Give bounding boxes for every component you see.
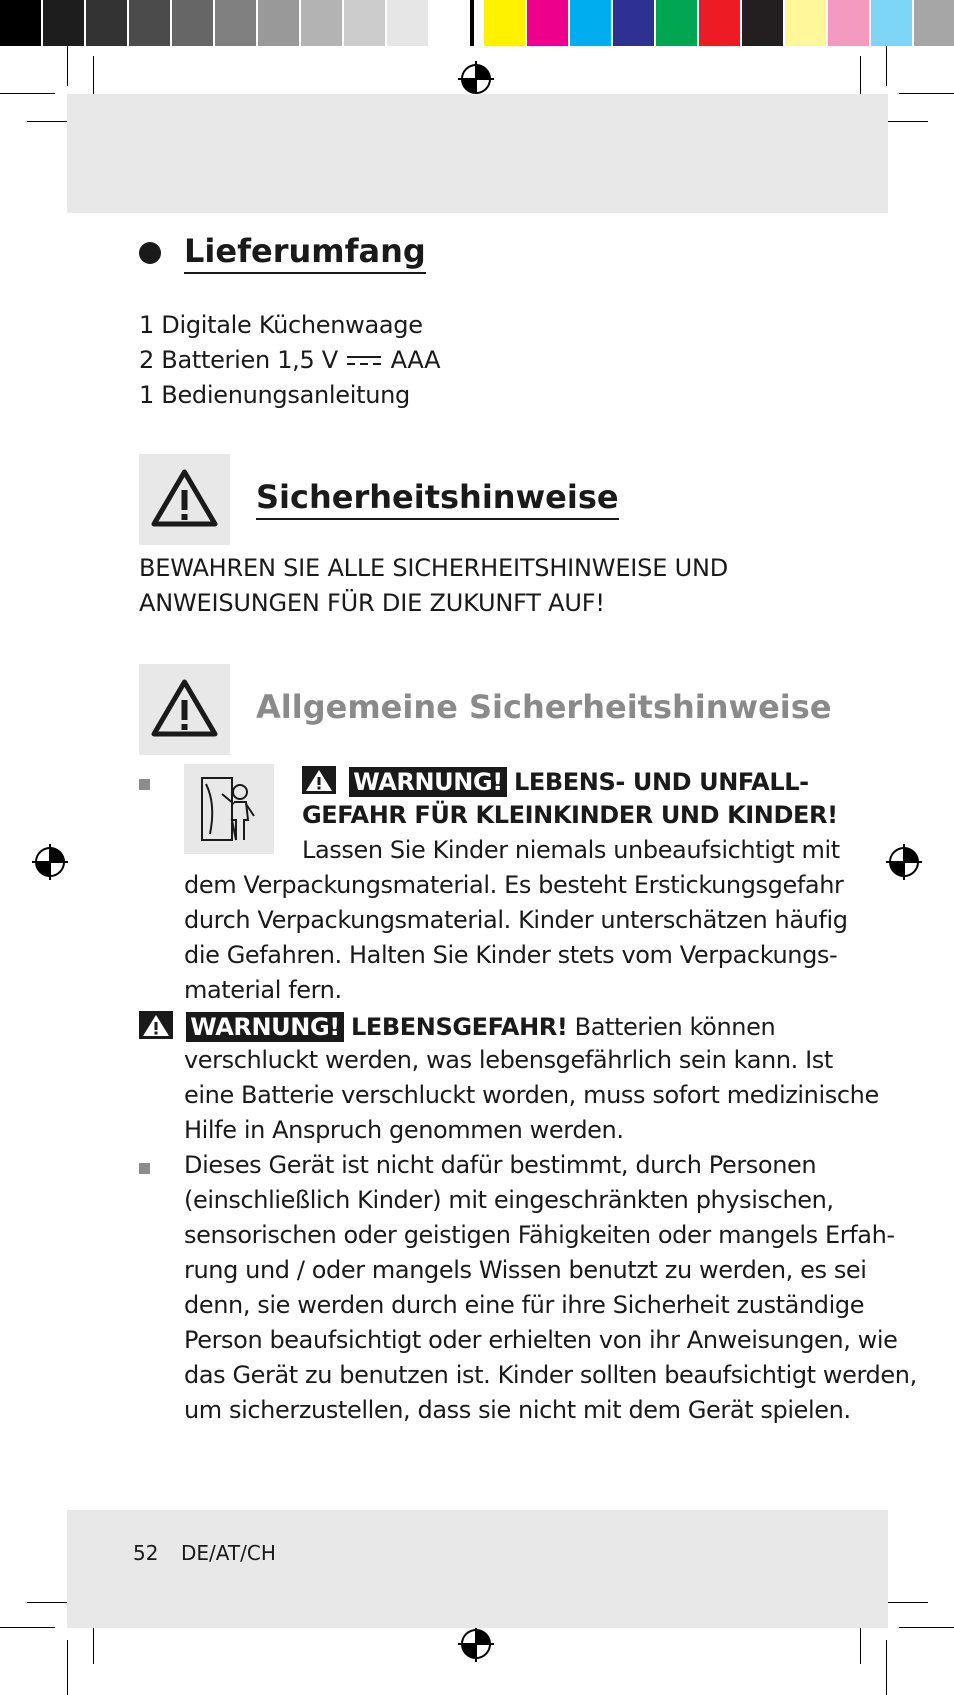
color-bar-separator bbox=[470, 0, 474, 46]
crop-mark bbox=[0, 1627, 55, 1628]
warning-triangle-icon bbox=[302, 766, 336, 794]
color-swatch bbox=[484, 0, 527, 46]
crop-mark bbox=[0, 93, 55, 94]
footer-band bbox=[67, 1510, 888, 1628]
color-swatch bbox=[387, 0, 430, 46]
color-swatch bbox=[828, 0, 871, 46]
color-swatch bbox=[871, 0, 914, 46]
registration-mark-icon bbox=[886, 844, 922, 880]
body-text-line: Lassen Sie Kinder niemals unbeaufsichtigt mit bbox=[302, 836, 840, 864]
warning-label: WARNUNG! bbox=[349, 767, 507, 797]
section-title-lieferumfang: Lieferumfang bbox=[184, 232, 426, 274]
list-item: 1 Digitale Küchenwaage bbox=[139, 311, 423, 339]
list-bullet-icon bbox=[139, 1163, 150, 1174]
warning-heading-text: GEFAHR FÜR KLEINKINDER UND KINDER! bbox=[302, 801, 838, 829]
color-swatch bbox=[301, 0, 344, 46]
body-text-line: sensorischen oder geistigen Fähigkeiten oder mangels Erfah- bbox=[184, 1221, 895, 1249]
body-text-line: Person beaufsichtigt oder erhielten von ihr Anweisungen, wie bbox=[184, 1326, 898, 1354]
warning-triangle-icon bbox=[139, 454, 230, 545]
crop-mark bbox=[67, 46, 68, 86]
section-bullet-icon bbox=[139, 242, 161, 264]
color-swatch bbox=[258, 0, 301, 46]
list-item-text: 2 Batterien 1,5 V bbox=[139, 346, 338, 374]
color-swatch bbox=[215, 0, 258, 46]
crop-mark bbox=[67, 1640, 68, 1695]
crop-mark bbox=[899, 93, 954, 94]
child-packaging-icon bbox=[184, 764, 274, 854]
warning-triangle-icon bbox=[139, 1011, 173, 1039]
color-swatch bbox=[914, 0, 954, 46]
crop-mark bbox=[27, 121, 67, 122]
notice-text: BEWAHREN SIE ALLE SICHERHEITSHINWEISE UND bbox=[139, 554, 729, 582]
crop-mark bbox=[888, 1602, 928, 1603]
header-band bbox=[67, 94, 888, 213]
color-swatch bbox=[785, 0, 828, 46]
region-code: DE/AT/CH bbox=[181, 1541, 276, 1565]
body-text-line: um sicherzustellen, dass sie nicht mit dem Gerät spielen. bbox=[184, 1396, 851, 1424]
notice-text: ANWEISUNGEN FÜR DIE ZUKUNFT AUF! bbox=[139, 589, 605, 617]
body-text-line: Hilfe in Anspruch genommen werden. bbox=[184, 1116, 624, 1144]
section-title-sicherheitshinweise: Sicherheitshinweise bbox=[256, 478, 619, 520]
color-swatch bbox=[172, 0, 215, 46]
crop-mark bbox=[888, 121, 928, 122]
warning-heading bbox=[302, 766, 809, 797]
warning-icon-box bbox=[139, 664, 230, 755]
color-swatch bbox=[129, 0, 172, 46]
warning-triangle-icon bbox=[139, 664, 230, 755]
registration-mark-icon bbox=[458, 61, 494, 97]
body-text-line: material fern. bbox=[184, 976, 342, 1004]
grayscale-calibration-bar bbox=[0, 0, 473, 46]
crop-mark bbox=[899, 1627, 954, 1628]
body-text-line: dem Verpackungsmaterial. Es besteht Erstickungsgefahr bbox=[184, 871, 844, 899]
color-swatch bbox=[344, 0, 387, 46]
list-bullet-icon bbox=[139, 779, 150, 790]
body-text-line: Dieses Gerät ist nicht dafür bestimmt, durch Personen bbox=[184, 1151, 817, 1179]
page-number: 52 bbox=[133, 1541, 159, 1565]
crop-mark bbox=[27, 1602, 67, 1603]
color-swatch bbox=[613, 0, 656, 46]
color-swatch bbox=[656, 0, 699, 46]
body-text-line: eine Batterie verschluckt worden, muss sofort medizinische bbox=[184, 1081, 879, 1109]
body-text-line: verschluckt werden, was lebensgefährlich sein kann. Ist bbox=[184, 1046, 833, 1074]
color-swatch bbox=[742, 0, 785, 46]
subsection-title: Allgemeine Sicherheitshinweise bbox=[256, 688, 832, 726]
color-swatch bbox=[527, 0, 570, 46]
color-swatch bbox=[0, 0, 43, 46]
color-swatch bbox=[570, 0, 613, 46]
body-text-line: die Gefahren. Halten Sie Kinder stets vom Verpackungs- bbox=[184, 941, 838, 969]
color-swatch bbox=[430, 0, 473, 46]
list-item bbox=[139, 346, 440, 374]
child-warning-icon-box bbox=[184, 764, 274, 854]
warning-heading-text: LEBENSGEFAHR! bbox=[351, 1013, 568, 1041]
color-swatch bbox=[699, 0, 742, 46]
warning-icon-box bbox=[139, 454, 230, 545]
body-text-line: denn, sie werden durch eine für ihre Sicherheit zuständige bbox=[184, 1291, 865, 1319]
body-text: Batterien können bbox=[574, 1013, 776, 1041]
battery-type: AAA bbox=[390, 346, 441, 374]
color-swatch bbox=[86, 0, 129, 46]
warning-heading-text: LEBENS- UND UNFALL- bbox=[514, 768, 809, 796]
list-item: 1 Bedienungsanleitung bbox=[139, 381, 410, 409]
warning-label: WARNUNG! bbox=[186, 1012, 344, 1042]
crop-mark bbox=[886, 46, 887, 86]
color-swatch bbox=[43, 0, 86, 46]
direct-current-icon bbox=[347, 354, 381, 368]
color-calibration-bar bbox=[484, 0, 954, 46]
body-text-line: durch Verpackungsmaterial. Kinder unterschätzen häufig bbox=[184, 906, 848, 934]
body-text-line: (einschließlich Kinder) mit eingeschränkten physischen, bbox=[184, 1186, 834, 1214]
registration-mark-icon bbox=[458, 1626, 494, 1662]
warning-heading bbox=[139, 1011, 775, 1042]
body-text-line: das Gerät zu benutzen ist. Kinder sollten beaufsichtigt werden, bbox=[184, 1361, 917, 1389]
body-text-line: rung und / oder mangels Wissen benutzt zu werden, es sei bbox=[184, 1256, 867, 1284]
crop-mark bbox=[886, 1640, 887, 1695]
registration-mark-icon bbox=[32, 844, 68, 880]
